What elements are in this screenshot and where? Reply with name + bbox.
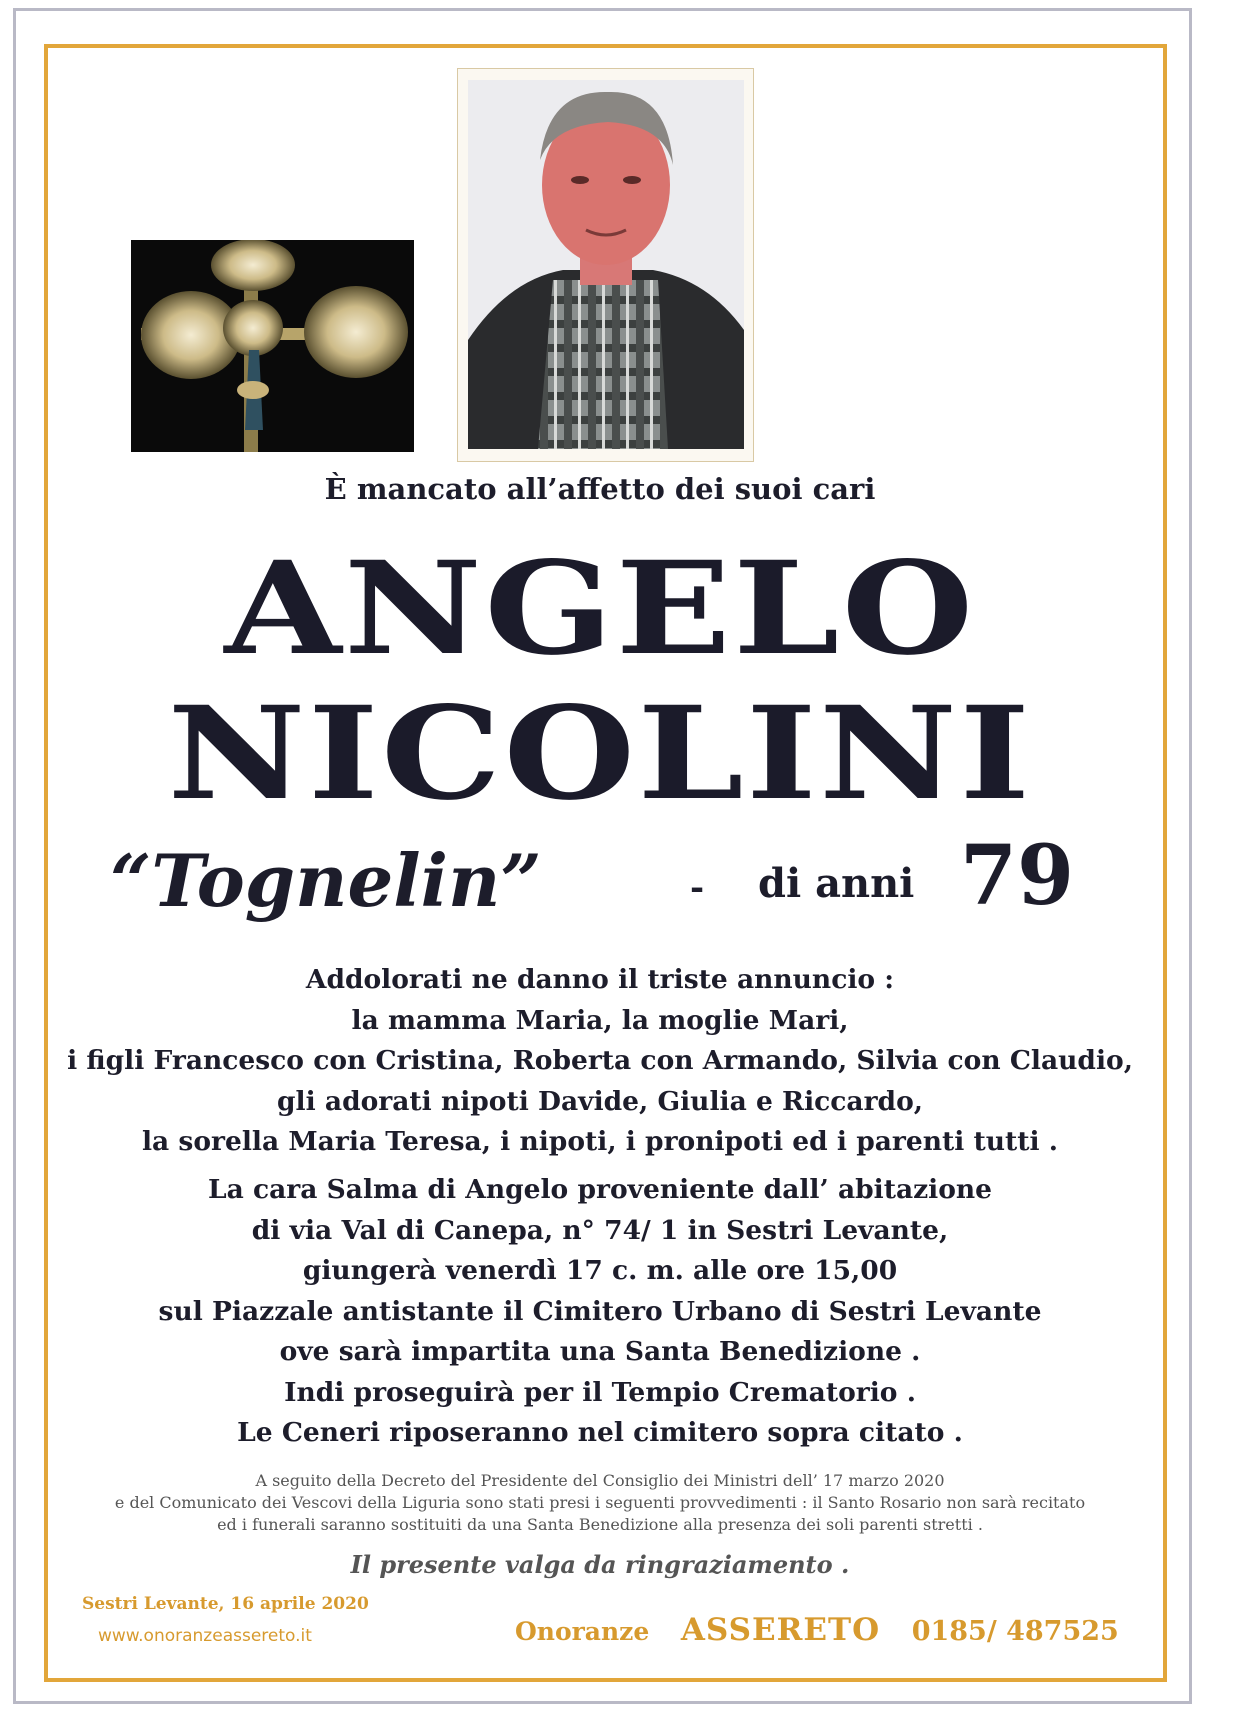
funeral-line: ove sarà impartita una Santa Benedizione .	[279, 1336, 921, 1367]
crucifix-photo	[131, 240, 414, 452]
covid-notice	[50, 1470, 1150, 1536]
announcement-line: gli adorati nipoti Davide, Giulia e Riccardo,	[277, 1085, 923, 1117]
website-link[interactable]: www.onoranzeassereto.it	[98, 1626, 312, 1646]
notice-line: A seguito della Decreto del Presidente del Consiglio dei Ministri dell’ 17 marzo 2020	[255, 1471, 945, 1490]
last-name: NICOLINI	[167, 679, 1033, 829]
separator-dash: -	[690, 868, 705, 908]
funeral-details	[50, 1170, 1150, 1454]
first-name: ANGELO	[224, 534, 976, 684]
portrait-photo	[468, 80, 744, 449]
notice-line: ed i funerali saranno sostituiti da una Santa Benedizione alla presenza dei soli parenti stretti .	[217, 1515, 983, 1534]
place-date: Sestri Levante, 16 aprile 2020	[82, 1594, 369, 1614]
announcement-line: la mamma Maria, la moglie Mari,	[351, 1004, 849, 1036]
agency-name: ASSERETO	[680, 1612, 881, 1648]
agency-phone: 0185/ 487525	[911, 1616, 1119, 1647]
intro-text: È mancato all’affetto dei suoi cari	[324, 472, 876, 506]
funeral-line: di via Val di Canepa, n° 74/ 1 in Sestri Levante,	[251, 1214, 949, 1246]
funeral-line: La cara Salma di Angelo proveniente dall’ abitazione	[207, 1174, 993, 1205]
age-label: di anni	[758, 860, 915, 907]
age-value: 79	[960, 828, 1075, 924]
funeral-line: sul Piazzale antistante il Cimitero Urbano di Sestri Levante	[158, 1295, 1042, 1327]
announcement	[50, 960, 1150, 1163]
funeral-line: giungerà venerdì 17 c. m. alle ore 15,00	[302, 1255, 898, 1286]
thanks-text: Il presente valga da ringraziamento .	[350, 1550, 850, 1579]
funeral-agency	[515, 1612, 1119, 1648]
nickname: “Tognelin”	[110, 838, 542, 923]
announcement-line: Addolorati ne danno il triste annuncio :	[305, 964, 895, 995]
funeral-line: Indi proseguirà per il Tempio Crematorio .	[284, 1376, 916, 1408]
agency-label: Onoranze	[515, 1617, 650, 1646]
nickname-age-line	[110, 828, 1110, 938]
announcement-line: i figli Francesco con Cristina, Roberta con Armando, Silvia con Claudio,	[67, 1045, 1133, 1076]
funeral-line: Le Ceneri riposeranno nel cimitero sopra citato .	[237, 1417, 963, 1448]
announcement-line: la sorella Maria Teresa, i nipoti, i pronipoti ed i parenti tutti .	[141, 1126, 1059, 1157]
notice-line: e del Comunicato dei Vescovi della Liguria sono stati presi i seguenti provvedimenti : il Santo Rosario non sarà recitato	[114, 1493, 1086, 1512]
